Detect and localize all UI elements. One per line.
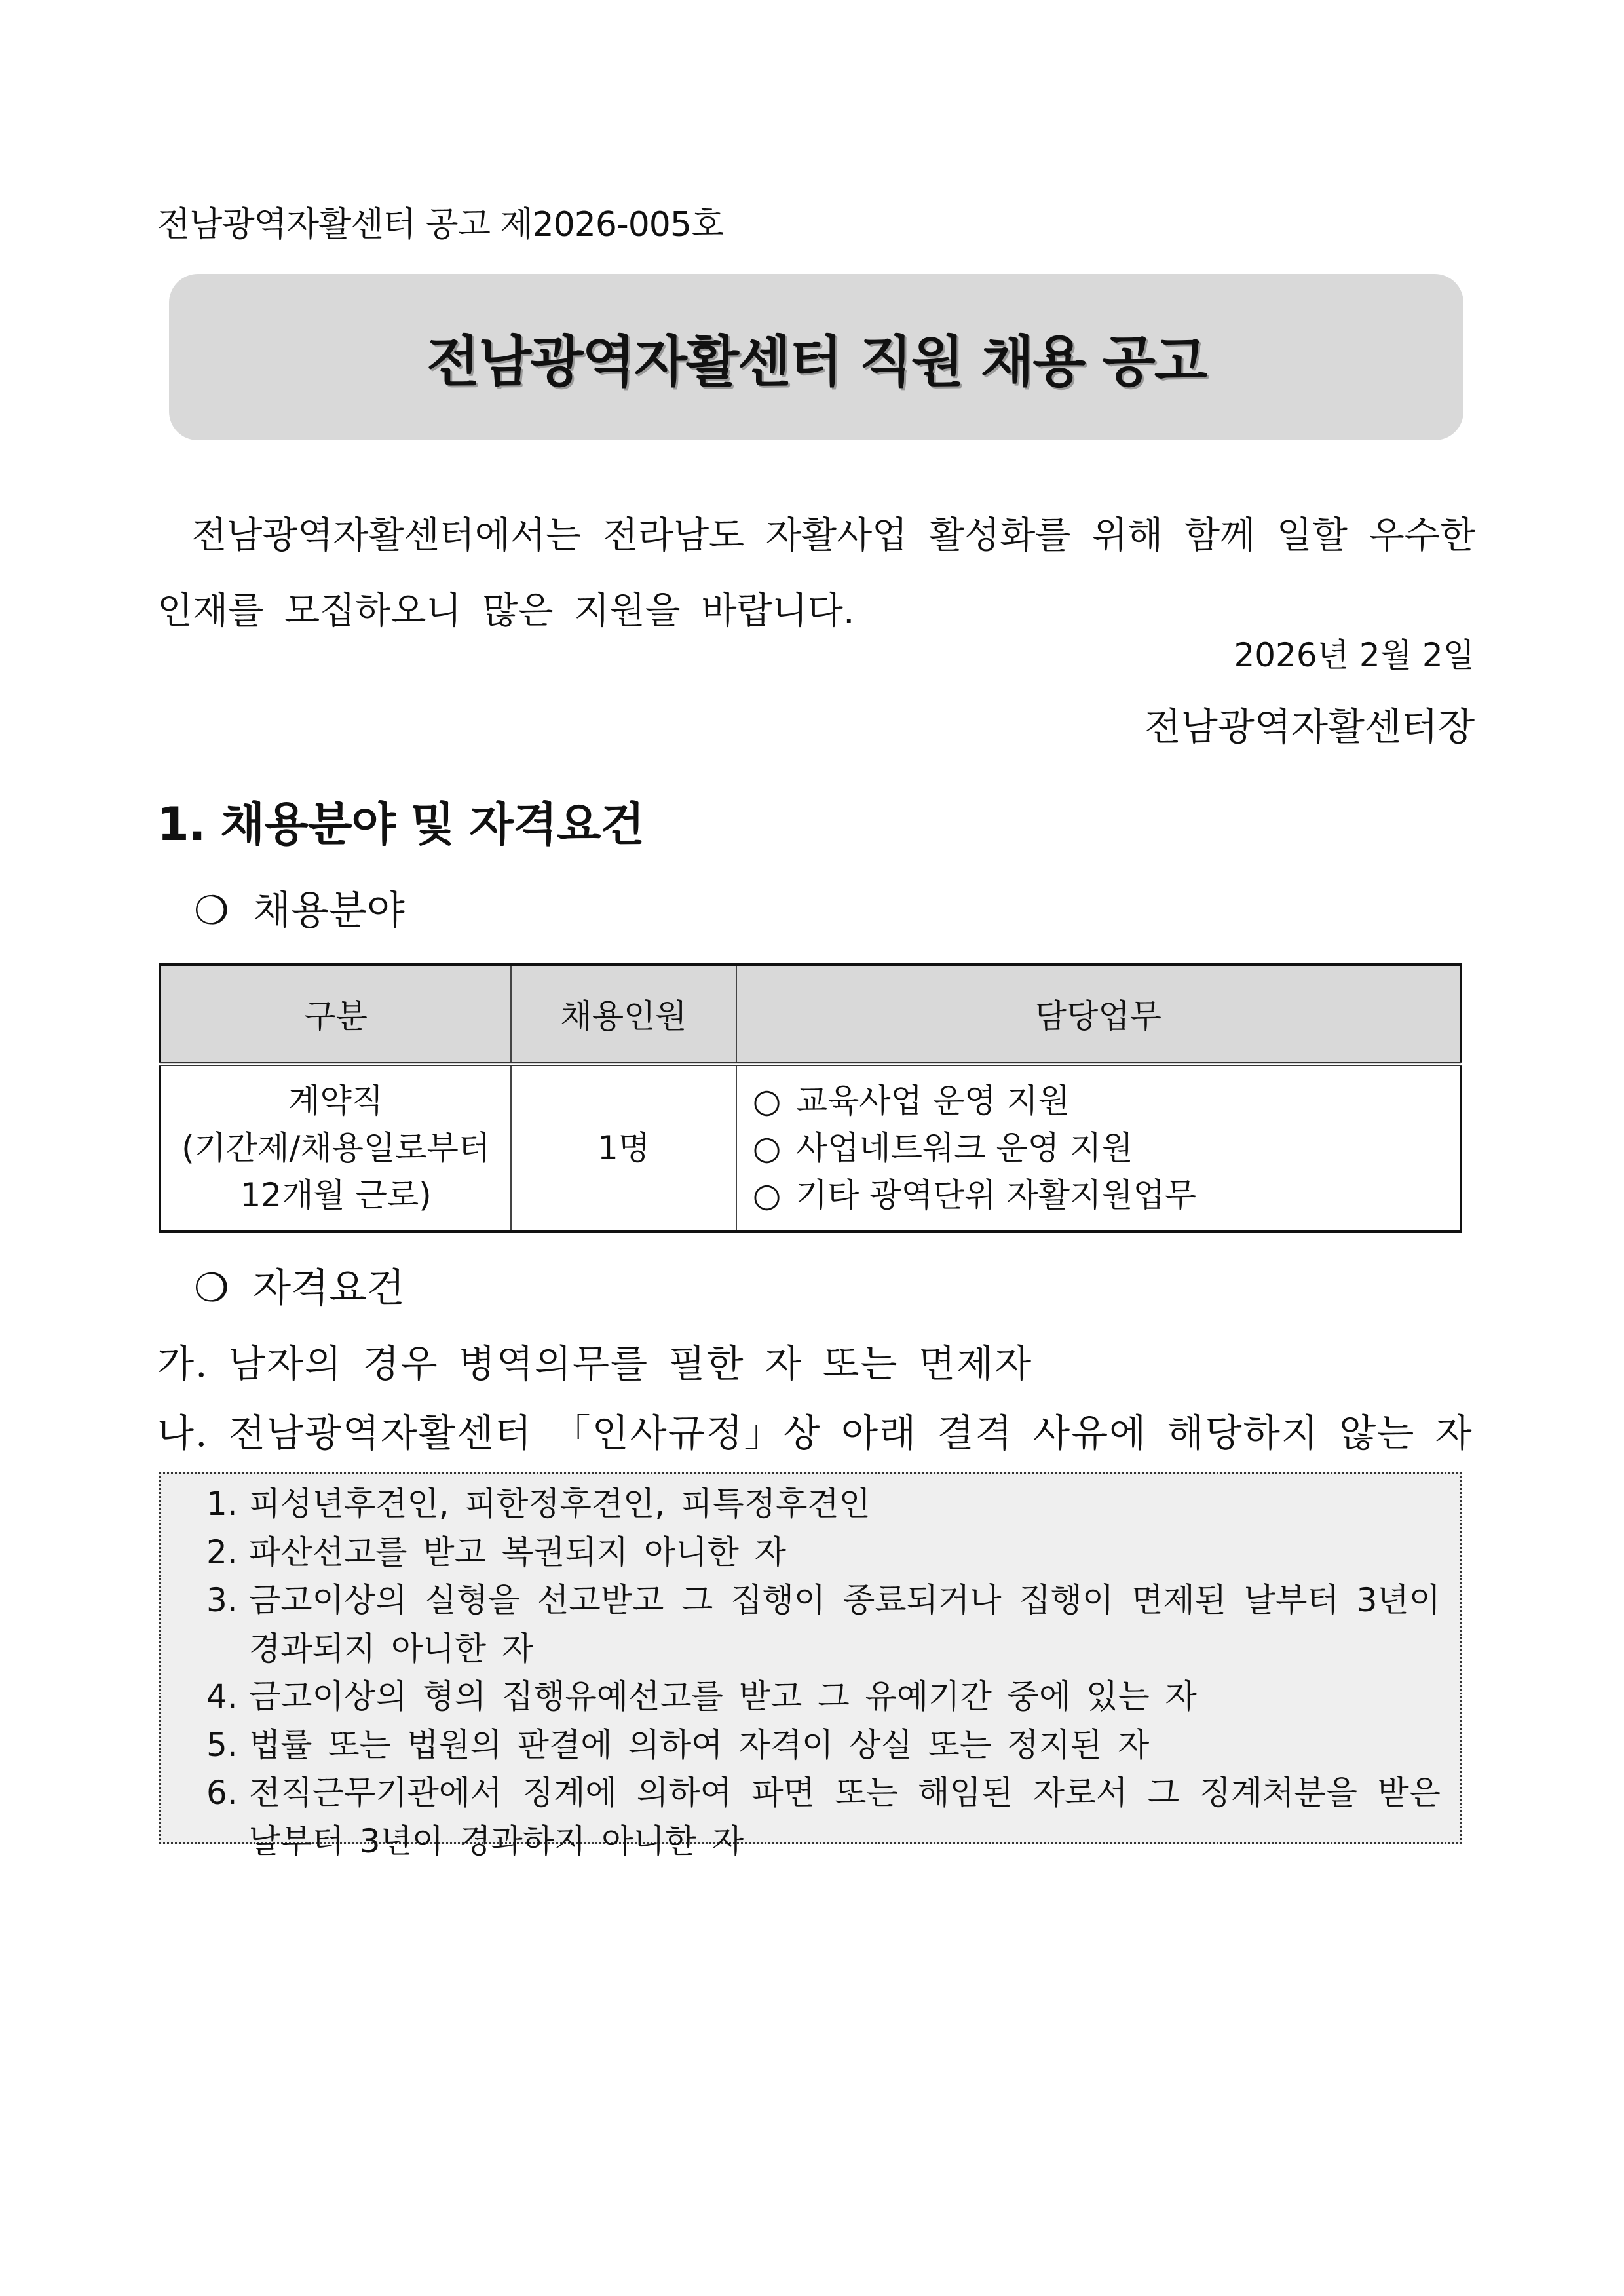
duty-text: 기타 광역단위 자활지원업무 xyxy=(795,1176,1197,1214)
list-item xyxy=(206,1721,1441,1770)
list-item xyxy=(206,1769,1441,1866)
intro-text: 전남광역자활센터에서는 전라남도 자활사업 활성화를 위해 함께 일할 우수한 인재를 모집하오니 많은 지원을 바랍니다. xyxy=(157,514,1475,632)
requirement-item: 가. 남자의 경우 병역의무를 필한 자 또는 면제자 xyxy=(157,1341,1033,1386)
title-banner xyxy=(169,274,1463,440)
item-text: 법률 또는 법원의 판결에 의하여 자격이 상실 또는 정지된 자 xyxy=(249,1725,1150,1764)
item-number: 4. xyxy=(206,1677,238,1715)
notice-date: 2026년 2월 2일 xyxy=(1234,636,1475,674)
duty-text: 교육사업 운영 지원 xyxy=(795,1082,1070,1120)
header-duties: 담당업무 xyxy=(736,965,1461,1064)
item-text: 피성년후견인, 피한정후견인, 피특정후견인 xyxy=(249,1485,871,1523)
category-line: 계약직 xyxy=(288,1082,384,1120)
circle-bullet-icon: ❍ xyxy=(194,1265,229,1311)
recruitment-table xyxy=(159,963,1462,1233)
list-item xyxy=(206,1480,1441,1529)
section-heading: 1. 채용분야 및 자격요건 xyxy=(157,797,644,851)
header-count: 채용인원 xyxy=(511,965,736,1064)
item-number: 2. xyxy=(206,1533,238,1571)
item-number: 5. xyxy=(206,1725,238,1764)
circle-bullet-icon: ❍ xyxy=(194,888,229,934)
list-item xyxy=(206,1673,1441,1721)
category-line: 12개월 근로) xyxy=(240,1176,432,1214)
circle-marker-icon: ○ xyxy=(752,1129,782,1167)
duty-item xyxy=(753,1124,1459,1172)
cell-count: 1명 xyxy=(511,1064,736,1232)
qualifications-heading-label: 자격요건 xyxy=(253,1265,405,1311)
page-title: 전남광역자활센터 직원 채용 공고 xyxy=(426,329,1206,394)
table-header-row xyxy=(160,965,1461,1064)
requirement-item: 나. 전남광역자활센터 「인사규정」상 아래 결격 사유에 해당하지 않는 자 xyxy=(157,1411,1473,1455)
list-item xyxy=(206,1529,1441,1577)
cell-category xyxy=(160,1064,511,1232)
cell-duties xyxy=(736,1064,1461,1232)
field-heading xyxy=(194,879,405,936)
field-heading-label: 채용분야 xyxy=(253,888,405,934)
item-number: 6. xyxy=(206,1774,238,1812)
notice-number: 전남광역자활센터 공고 제2026-005호 xyxy=(157,205,724,244)
item-text: 금고이상의 형의 집행유예선고를 받고 그 유예기간 중에 있는 자 xyxy=(249,1677,1197,1715)
category-line: (기간제/채용일로부터 xyxy=(181,1129,491,1167)
qualifications-heading xyxy=(194,1257,405,1313)
disqualification-box xyxy=(159,1472,1462,1860)
item-text: 금고이상의 실형을 선고받고 그 집행이 종료되거나 집행이 면제된 날부터 3년이 경과되지 아니한 자 xyxy=(249,1581,1441,1668)
list-item xyxy=(206,1577,1441,1673)
header-category: 구분 xyxy=(160,965,511,1064)
item-number: 1. xyxy=(206,1485,238,1523)
item-text: 전직근무기관에서 징계에 의하여 파면 또는 해임된 자로서 그 징계처분을 받은 날부터 3년이 경과하지 아니한 자 xyxy=(249,1774,1441,1860)
circle-marker-icon: ○ xyxy=(752,1082,782,1120)
intro-paragraph xyxy=(157,498,1475,649)
circle-marker-icon: ○ xyxy=(752,1176,782,1214)
duty-item xyxy=(753,1172,1459,1219)
duty-item xyxy=(753,1077,1459,1124)
item-number: 3. xyxy=(206,1581,238,1619)
duty-text: 사업네트워크 운영 지원 xyxy=(795,1129,1133,1167)
table-row xyxy=(160,1064,1461,1232)
item-text: 파산선고를 받고 복권되지 아니한 자 xyxy=(249,1533,787,1571)
issuer: 전남광역자활센터장 xyxy=(1144,704,1475,749)
